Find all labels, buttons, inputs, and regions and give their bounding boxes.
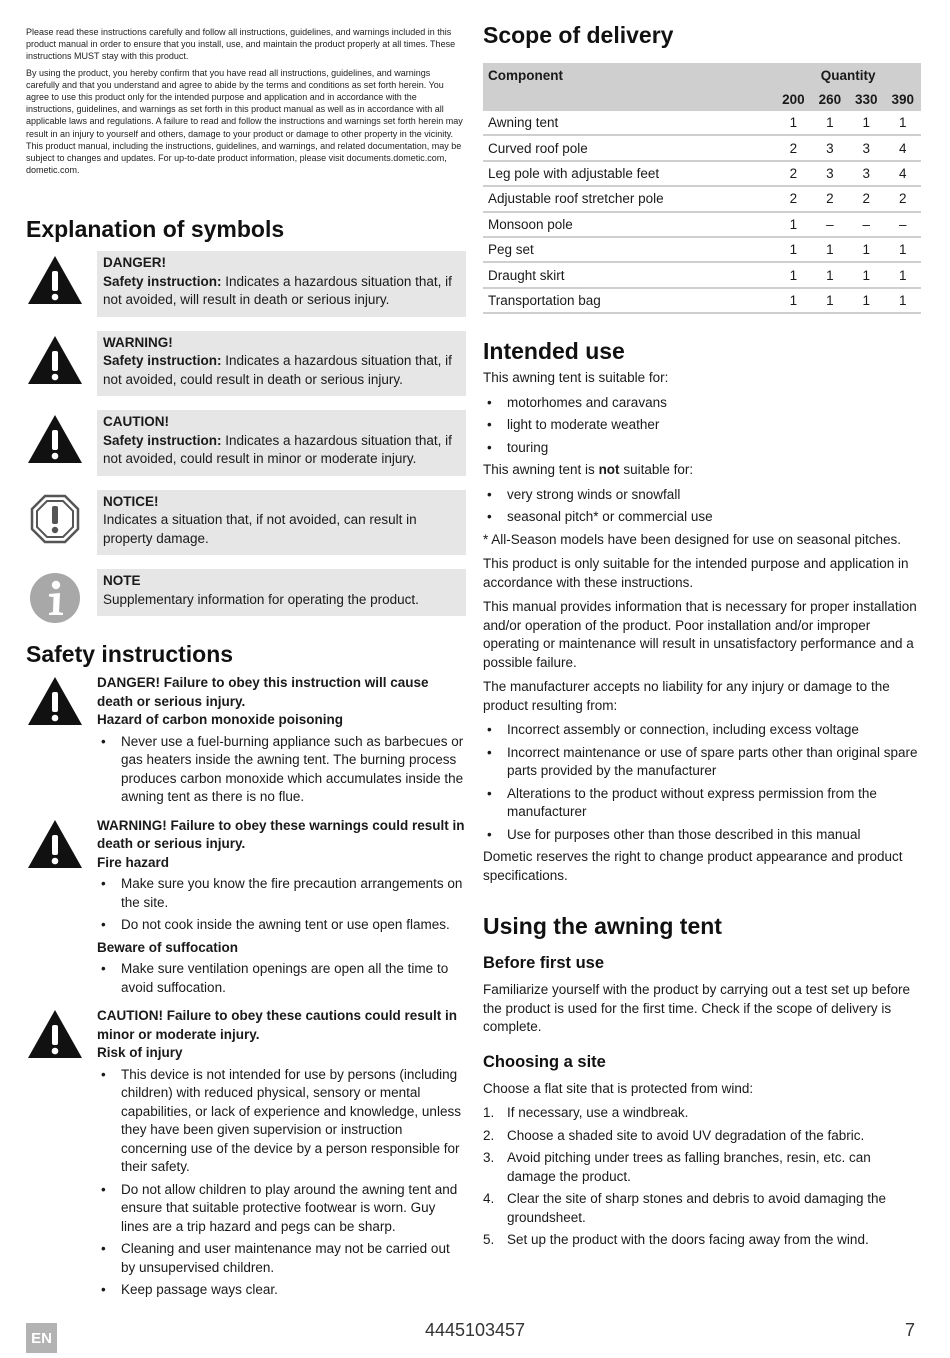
symbol-lead: Safety instruction: xyxy=(103,432,222,448)
step-number: 3. xyxy=(483,1150,495,1166)
safety-warning xyxy=(26,817,466,1002)
list-item: • Make sure ventilation openings are open all the time to avoid suffocation. xyxy=(97,960,466,997)
symbol-notice xyxy=(26,490,466,556)
danger-warning-icon xyxy=(26,251,84,309)
column-header-blank xyxy=(483,87,775,111)
safety-danger-heading: DANGER! Failure to obey this instruction will cause death or serious injury. xyxy=(97,675,429,709)
list-item: • Use for purposes other than those described in this manual xyxy=(483,826,923,845)
quantity-cell: 4 xyxy=(885,161,922,186)
column-header-size: 200 xyxy=(775,87,811,111)
warning-icon xyxy=(26,331,84,389)
quantity-cell: 1 xyxy=(775,212,811,237)
quantity-cell: – xyxy=(812,212,848,237)
step-number: 1. xyxy=(483,1105,495,1121)
legal-paragraph: By using the product, you hereby confirm that you have read all instructions, guidelines, and warnings carefully and that you understand and agree to abide by the terms and conditions as set forth herein. You agree to use this product only for the intended purpose and application and in accordance with the instructions, guidelines, and warnings as set forth in this product manual as well as in accordance with all applicable laws and regulations. A failure to read and follow the instructions and warnings set forth herein may result in an injury to yourself and others, damage to your product or damage to other property in the vicinity. This product manual, including the instructions, guidelines, and warnings, and related documentation, may be subject to changes and updates. For up-to-date product information, please visit documents.dometic.com, dometic.com. xyxy=(26,67,463,176)
table-row xyxy=(483,161,921,186)
intended-heading: Intended use xyxy=(483,338,625,365)
not-suitable-intro xyxy=(483,461,923,480)
table-row xyxy=(483,111,921,135)
quantity-cell: 2 xyxy=(848,186,884,211)
quantity-cell: 3 xyxy=(848,135,884,160)
safety-warning-list xyxy=(97,875,466,935)
quantity-cell: 1 xyxy=(885,237,922,262)
list-item: • Incorrect assembly or connection, including excess voltage xyxy=(483,721,923,740)
table-row xyxy=(483,237,921,262)
step-item xyxy=(483,1190,923,1227)
quantity-cell: 2 xyxy=(885,186,922,211)
component-cell: Awning tent xyxy=(483,111,775,135)
quantity-cell: 1 xyxy=(885,288,922,313)
not-suitable-pre: This awning tent is xyxy=(483,462,599,478)
quantity-cell: 1 xyxy=(812,237,848,262)
quantity-cell: 1 xyxy=(775,288,811,313)
danger-icon xyxy=(26,674,84,811)
safety-warning-subheading: Beware of suffocation xyxy=(97,939,239,955)
component-cell: Curved roof pole xyxy=(483,135,775,160)
scope-table xyxy=(483,63,921,314)
quantity-cell: – xyxy=(885,212,922,237)
not-suitable-list xyxy=(483,486,923,527)
symbol-title: WARNING! xyxy=(103,334,173,350)
step-text: If necessary, use a windbreak. xyxy=(507,1105,689,1121)
step-text: Set up the product with the doors facing away from the wind. xyxy=(507,1232,869,1248)
table-row xyxy=(483,212,921,237)
quantity-cell: 1 xyxy=(812,262,848,287)
quantity-cell: 1 xyxy=(812,111,848,135)
notice-octagon-icon xyxy=(26,490,84,548)
symbols-heading: Explanation of symbols xyxy=(26,216,285,243)
symbol-caution xyxy=(26,410,466,476)
component-cell: Transportation bag xyxy=(483,288,775,313)
step-number: 2. xyxy=(483,1127,495,1143)
safety-danger-subheading: Hazard of carbon monoxide poisoning xyxy=(97,712,344,728)
component-cell: Leg pole with adjustable feet xyxy=(483,161,775,186)
list-item: • motorhomes and caravans xyxy=(483,394,923,413)
list-item: • touring xyxy=(483,439,923,458)
component-cell: Adjustable roof stretcher pole xyxy=(483,186,775,211)
language-badge: EN xyxy=(26,1323,57,1353)
symbol-warning xyxy=(26,331,466,397)
suitable-intro: This awning tent is suitable for: xyxy=(483,370,669,386)
component-cell: Peg set xyxy=(483,237,775,262)
list-item: • very strong winds or snowfall xyxy=(483,486,923,505)
quantity-cell: 2 xyxy=(775,161,811,186)
before-first-use-text: Familiarize yourself with the product by carrying out a test set up before the product is used for the first time. Check if the scope of delivery is complete. xyxy=(483,982,910,1035)
symbol-text: Supplementary information for operating the product. xyxy=(103,591,419,607)
symbol-title: NOTICE! xyxy=(103,493,159,509)
safety-caution xyxy=(26,1007,466,1304)
scope-heading: Scope of delivery xyxy=(483,22,674,48)
column-header-size: 330 xyxy=(848,87,884,111)
not-suitable-bold: not xyxy=(598,462,620,478)
symbol-caution-box xyxy=(97,410,466,476)
list-item: • Never use a fuel-burning appliance such as barbecues or gas heaters inside the awning tent. The burning process produces carbon monoxide which accumulates inside the awning tent as there is no flue. xyxy=(97,733,466,807)
symbol-lead: Safety instruction: xyxy=(103,273,222,289)
list-item: • Alterations to the product without express permission from the manufacturer xyxy=(483,785,923,822)
intended-paragraph: This product is only suitable for the intended purpose and application in accordance with these instructions. xyxy=(483,556,909,590)
legal-notice xyxy=(26,26,466,176)
column-header-size: 390 xyxy=(885,87,922,111)
quantity-cell: 3 xyxy=(812,135,848,160)
step-text: Choose a shaded site to avoid UV degradation of the fabric. xyxy=(507,1127,865,1143)
safety-caution-heading: CAUTION! Failure to obey these cautions could result in minor or moderate injury. xyxy=(97,1008,458,1042)
step-text: Avoid pitching under trees as falling branches, resin, etc. can damage the product. xyxy=(507,1150,871,1184)
symbol-danger-box xyxy=(97,251,466,317)
suitable-list xyxy=(483,394,923,458)
caution-icon xyxy=(26,1007,84,1304)
safety-danger xyxy=(26,674,466,811)
step-number: 5. xyxy=(483,1232,495,1248)
symbol-note-box xyxy=(97,569,466,616)
legal-paragraph: Please read these instructions carefully and follow all instructions, guidelines, and warnings included in this product manual in order to ensure that you install, use, and maintain the product properly at all times. These instructions MUST stay with this product. xyxy=(26,27,456,62)
quantity-cell: 1 xyxy=(885,262,922,287)
step-item xyxy=(483,1149,923,1186)
document-code: 4445103457 xyxy=(424,1320,526,1340)
caution-icon xyxy=(26,410,84,468)
safety-warning-heading: WARNING! Failure to obey these warnings could result in death or serious injury. xyxy=(97,817,465,852)
list-item: • seasonal pitch* or commercial use xyxy=(483,508,923,527)
symbol-note xyxy=(26,569,466,627)
step-text: Clear the site of sharp stones and debris to avoid damaging the groundsheet. xyxy=(507,1191,886,1225)
symbol-text: Indicates a situation that, if not avoided, can result in property damage. xyxy=(103,512,417,546)
symbol-warning-box xyxy=(97,331,466,397)
page-number: 7 xyxy=(905,1320,916,1340)
quantity-cell: 1 xyxy=(848,237,884,262)
quantity-cell: 1 xyxy=(775,111,811,135)
before-first-use-heading: Before first use xyxy=(483,954,605,973)
table-row xyxy=(483,135,921,160)
quantity-cell: 2 xyxy=(775,135,811,160)
column-header-quantity: Quantity xyxy=(775,63,921,87)
list-item: • Keep passage ways clear. xyxy=(97,1281,466,1300)
right-column xyxy=(483,22,923,1254)
list-item: • Incorrect maintenance or use of spare parts other than original spare parts provided by the manufacturer xyxy=(483,744,923,781)
quantity-cell: – xyxy=(848,212,884,237)
intended-paragraph: This manual provides information that is necessary for proper installation and/or operation of the product. Poor installation and/or improper operating or maintenance will result in unsatisfactory performance and a possible failure. xyxy=(483,599,917,670)
quantity-cell: 1 xyxy=(775,237,811,262)
choosing-site-intro: Choose a flat site that is protected from wind: xyxy=(483,1080,754,1096)
list-item: • Do not allow children to play around the awning tent and ensure that suitable protective footwear is worn. Guy lines are a trip hazard and pegs can be sharp. xyxy=(97,1181,466,1237)
quantity-cell: 1 xyxy=(775,262,811,287)
scope-table-body xyxy=(483,111,921,313)
footnote: * All-Season models have been designed for use on seasonal pitches. xyxy=(483,531,902,547)
safety-danger-list xyxy=(97,733,466,807)
symbol-danger xyxy=(26,251,466,317)
quantity-cell: 2 xyxy=(812,186,848,211)
intended-paragraph: Dometic reserves the right to change product appearance and product specifications. xyxy=(483,849,903,883)
not-suitable-post: suitable for: xyxy=(619,462,694,478)
step-number: 4. xyxy=(483,1191,495,1207)
quantity-cell: 3 xyxy=(848,161,884,186)
safety-heading: Safety instructions xyxy=(26,641,234,668)
using-heading: Using the awning tent xyxy=(483,913,722,940)
list-item: • Cleaning and user maintenance may not be carried out by unsupervised children. xyxy=(97,1240,466,1277)
list-item: • light to moderate weather xyxy=(483,416,923,435)
warning-icon xyxy=(26,817,84,1002)
column-header-component: Component xyxy=(483,63,775,87)
symbol-text: Indicates a hazardous situation that, if not avoided, could result in death or serious injury. xyxy=(103,353,452,387)
step-item xyxy=(483,1127,923,1146)
column-header-size: 260 xyxy=(812,87,848,111)
quantity-cell: 1 xyxy=(848,111,884,135)
left-column xyxy=(26,26,466,1310)
quantity-cell: 4 xyxy=(885,135,922,160)
list-item: • Do not cook inside the awning tent or use open flames. xyxy=(97,916,466,935)
symbol-title: NOTE xyxy=(103,573,141,589)
component-cell: Draught skirt xyxy=(483,262,775,287)
step-item xyxy=(483,1231,923,1250)
quantity-cell: 1 xyxy=(848,288,884,313)
quantity-cell: 1 xyxy=(848,262,884,287)
site-steps-list xyxy=(483,1104,923,1250)
safety-warning-subheading: Fire hazard xyxy=(97,854,170,870)
safety-warning-list xyxy=(97,960,466,997)
quantity-cell: 1 xyxy=(885,111,922,135)
step-item xyxy=(483,1104,923,1123)
symbol-notice-box xyxy=(97,490,466,556)
list-item: • Make sure you know the fire precaution arrangements on the site. xyxy=(97,875,466,912)
table-row xyxy=(483,288,921,313)
safety-caution-subheading: Risk of injury xyxy=(97,1045,183,1061)
list-item: • This device is not intended for use by persons (including children) with reduced physical, sensory or mental capabilities, or lack of experience and knowledge, unless they have been given supervision or instruction concerning use of the device by a person responsible for their safety. xyxy=(97,1066,466,1177)
quantity-cell: 2 xyxy=(775,186,811,211)
symbol-title: DANGER! xyxy=(103,255,166,271)
table-row xyxy=(483,186,921,211)
intended-paragraph: The manufacturer accepts no liability for any injury or damage to the product resulting from: xyxy=(483,679,890,713)
safety-caution-list xyxy=(97,1066,466,1300)
symbol-text: Indicates a hazardous situation that, if not avoided, will result in death or serious injury. xyxy=(103,273,452,308)
symbol-lead: Safety instruction: xyxy=(103,353,222,369)
liability-list xyxy=(483,721,923,844)
symbol-title: CAUTION! xyxy=(103,414,169,430)
symbol-text: Indicates a hazardous situation that, if not avoided, could result in minor or moderate injury. xyxy=(103,432,452,467)
table-row xyxy=(483,262,921,287)
info-icon xyxy=(26,569,84,627)
component-cell: Monsoon pole xyxy=(483,212,775,237)
quantity-cell: 1 xyxy=(812,288,848,313)
choosing-site-heading: Choosing a site xyxy=(483,1052,606,1071)
quantity-cell: 3 xyxy=(812,161,848,186)
